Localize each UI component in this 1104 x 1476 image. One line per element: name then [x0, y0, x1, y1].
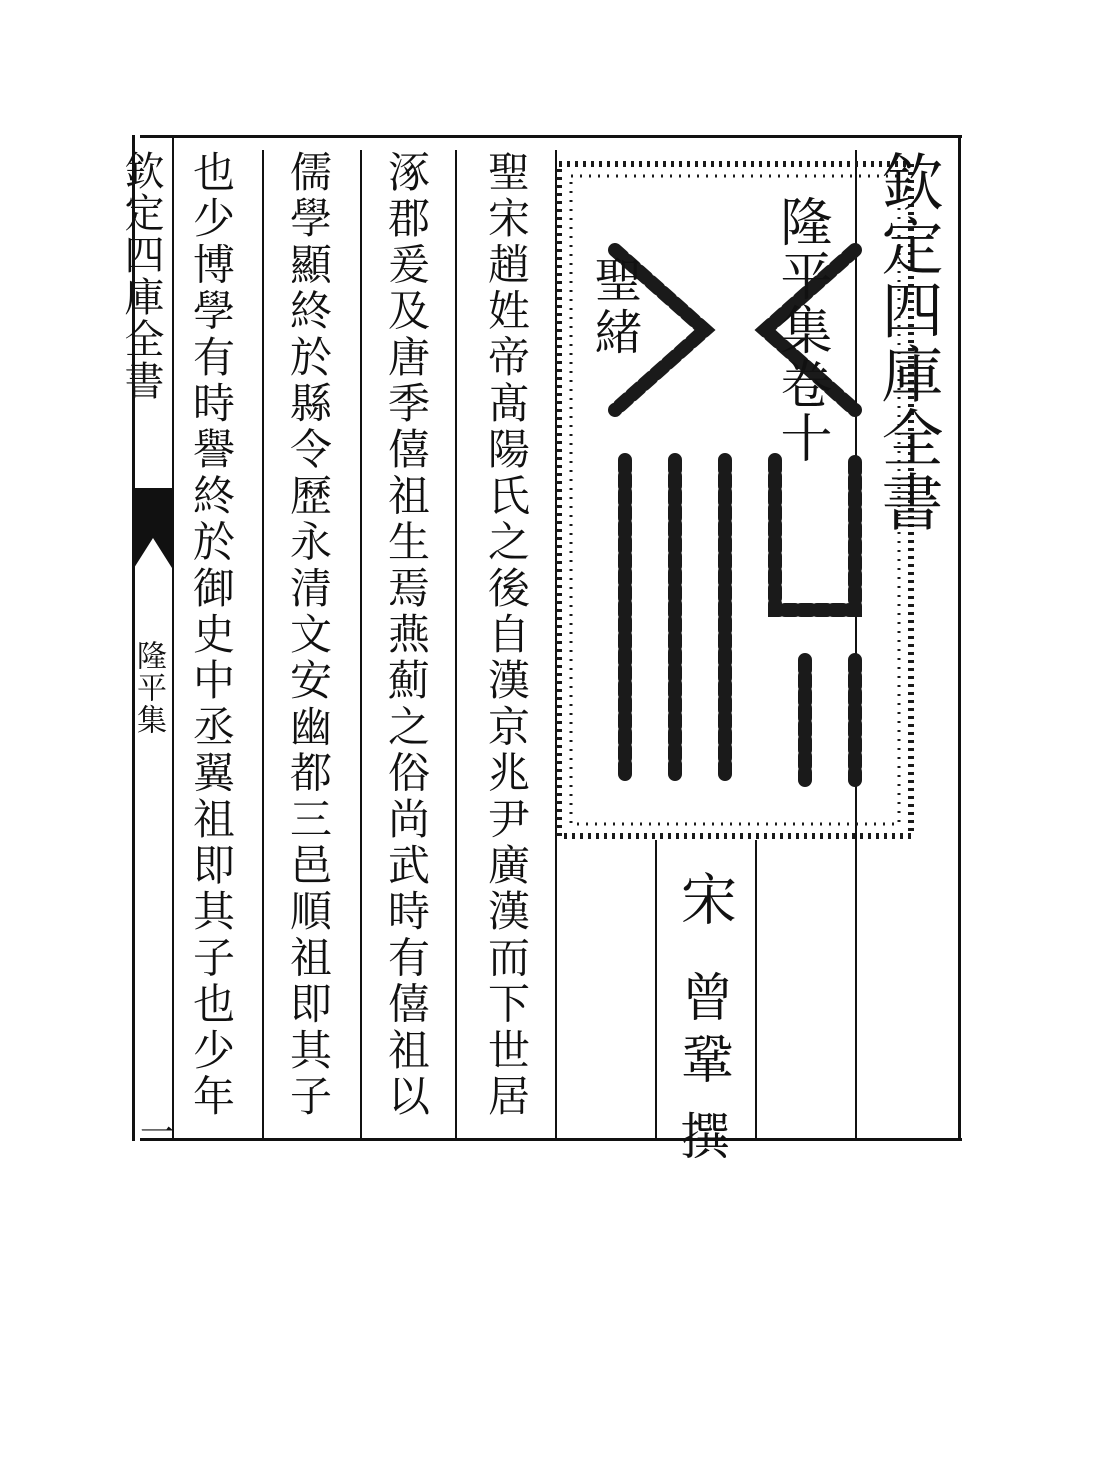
- author-dynasty: 宋: [672, 870, 737, 926]
- margin-page-number: 一: [140, 1113, 174, 1153]
- seal-side-note: 聖緒: [586, 255, 642, 359]
- text-column-3: 儒學顯終於縣令歷永清文安幽都三邑順祖即其子: [284, 150, 333, 1121]
- text-column-1: 聖宋趙姓帝髙陽氏之後自漢京兆尹廣漢而下世居: [482, 150, 531, 1121]
- header-volume-title: 隆平集卷十: [771, 195, 831, 465]
- column-divider: [455, 150, 457, 1140]
- margin-series-title: 欽定四庫全書: [118, 150, 164, 402]
- frame-right-outer: [958, 135, 961, 1141]
- column-divider: [360, 150, 362, 1140]
- margin-book-title: 隆平集: [131, 640, 166, 736]
- frame-left-inner: [172, 135, 174, 1141]
- frame-top-rule: [140, 135, 962, 138]
- text-column-2: 涿郡爰及唐季僖祖生焉燕薊之俗尚武時有僖祖以: [382, 150, 431, 1121]
- column-divider: [755, 840, 757, 1140]
- author-name: 曾鞏: [672, 970, 732, 1094]
- column-divider: [262, 150, 264, 1140]
- header-series-title: 欽定四庫全書: [871, 150, 944, 534]
- author-role: 撰: [672, 1110, 730, 1160]
- fish-tail-mark-icon: [134, 488, 172, 568]
- column-divider: [655, 840, 657, 1140]
- text-column-4: 也少博學有時譽終於御史中丞翼祖即其子也少年: [187, 150, 236, 1121]
